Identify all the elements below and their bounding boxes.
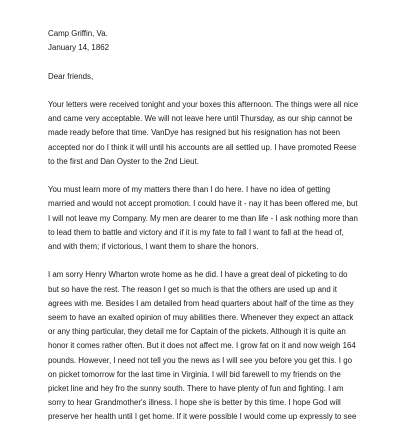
paragraph-line: I will not leave my Company. My men are dearer to me than life - I ask nothing more than — [48, 213, 358, 223]
letter-heading — [48, 27, 366, 55]
paragraph-line: to lead them to battle and victory and if it is my fate to fall I want to fall at the head of, — [48, 227, 344, 237]
paragraph-line: seem to have an exalted opinion of muy abilities there. Whenever they expect an attack — [48, 313, 354, 322]
paragraph-line: or any thing particular, they detail me for Captain of the pickets. Although it is quite an — [48, 327, 346, 337]
paragraph-line: preserve her health until I get home. If it were possible I would come up expressly to see — [48, 412, 357, 422]
paragraph-1 — [48, 98, 366, 169]
paragraph-line: but so have the rest. The reason I get so much is that the others are used up and it — [48, 284, 337, 294]
paragraph-line: honor it comes rather often. But it does not affect me. I grow fat on it and now weigh 164 — [48, 341, 356, 351]
paragraph-line: pounds. However, I need not tell you the news as I will see you before you get this. I go — [48, 355, 352, 365]
paragraph-line: picket line and hey fro the sunny south. There to have plenty of fun and fighting. I am — [48, 384, 344, 394]
paragraph-line: and came very acceptable. We will not leave here until Thursday, as our ship cannot be — [48, 114, 353, 124]
paragraph-line: married and would not accept promotion. I could have it - nay it has been offered me, but — [48, 199, 358, 209]
paragraph-3 — [48, 268, 366, 424]
paragraph-line: I am sorry Henry Wharton wrote home as he did. I have a great deal of picketing to do — [48, 270, 348, 280]
paragraph-line: accepted nor do I think it will until his accounts are all settled up. I have promoted Reese — [48, 142, 357, 152]
letter-date: January 14, 1862 — [48, 43, 109, 53]
greeting-text: Dear friends, — [48, 71, 94, 81]
paragraph-line: You must learn more of my matters there than I do here. I have no idea of getting — [48, 185, 331, 195]
paragraph-line: sorry to hear Grandmother's illness. I hope she is better by this time. I hope God will — [48, 398, 341, 408]
paragraph-line: to the first and Dan Oyster to the 2nd Lieut. — [48, 156, 199, 166]
paragraph-line: agrees with me. Besides I am detailed from head quarters about half of the time as they — [48, 298, 354, 308]
letter-place: Camp Griffin, Va. — [48, 29, 108, 38]
paragraph-2 — [48, 183, 366, 254]
letter-greeting — [48, 70, 366, 84]
paragraph-line: and with them; if victorious, I want them to share the honors. — [48, 242, 259, 251]
paragraph-line: made ready before that time. VanDye has resigned but his resignation has not been — [48, 128, 340, 138]
paragraph-line: Your letters were received tonight and your boxes this afternoon. The things were all nice — [48, 99, 359, 109]
paragraph-line: on picket tomorrow for the last time in Virginia. I will bid farewell to my friends on the — [48, 369, 341, 379]
